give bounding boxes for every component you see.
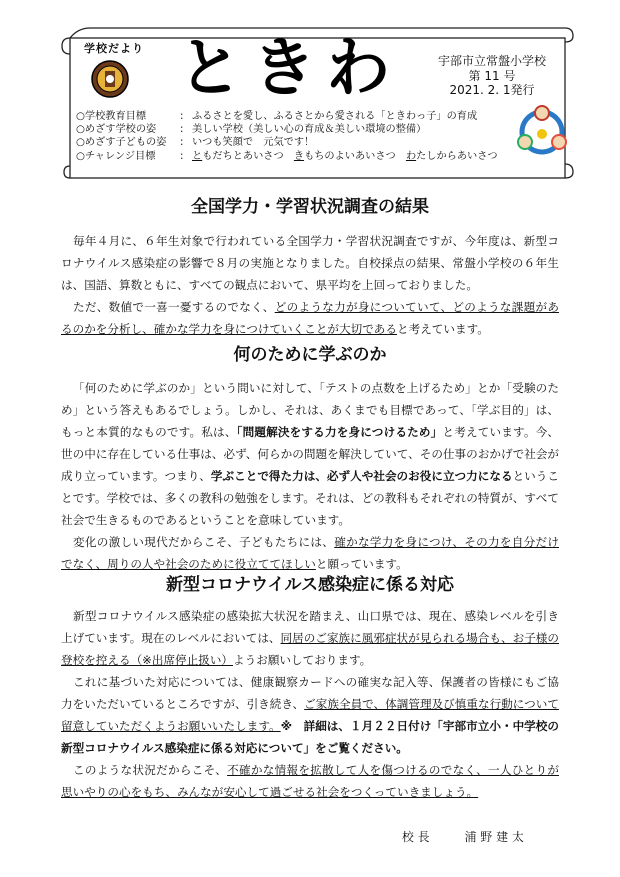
emblem-icon <box>90 58 130 100</box>
challenge-text: もちのよいあいさつ <box>304 150 406 162</box>
bold-text: 学ぶことで得た力は、必ず人や社会のお役に立つ力になる <box>210 469 513 483</box>
underlined-text: ご家族全員で、体調管理及び慎重な行動について留意していただくようお願いいたします。 <box>61 697 559 733</box>
section-title-covid-response: 新型コロナウイルス感染症に係る対応 <box>166 575 454 595</box>
paragraph <box>61 377 559 531</box>
text-run: このような状況だからこそ、 <box>73 763 228 777</box>
goal-row-education <box>76 110 498 123</box>
paragraph <box>61 759 559 803</box>
school-goals <box>76 110 498 163</box>
challenge-text: もだちとあいさつ <box>202 150 294 162</box>
section-title-why-learn: 何のために学ぶのか <box>233 345 387 365</box>
signature-name: 浦野建太 <box>464 830 528 844</box>
text-run: 新型コロナウイルス感染症の感染拡大状況を踏まえ、山口県では、現在、感染レベルを引き上げています。現在のレベルにおいては、 <box>61 609 559 645</box>
text-run: ようお願いしております。 <box>233 653 372 667</box>
text-run: これに基づいた対応については、健康観察カードへの確実な記入等、保護者の皆様にもご協力をいただいているところですが、引き続き、 <box>61 675 559 711</box>
section-academic-results <box>61 230 559 340</box>
school-info <box>430 54 554 98</box>
paragraph <box>61 296 559 340</box>
text-run: と考えています。今、世の中に存在している仕事は、必ず、何らかの問題を解決していて、その仕事のおかげで社会が成り立っています。つまり、 <box>61 425 560 483</box>
goal-separator: : <box>180 124 184 136</box>
mascot-illustration <box>514 104 570 160</box>
newsletter-title: ときわ <box>178 32 400 106</box>
bold-text: ※ 詳細は、１月２２日付け「宇部市立小・中学校の新型コロナウイルス感染症に係る対応について」をご覧ください。 <box>61 719 560 755</box>
bold-text: 「問題解決をする力を身につけるため」 <box>236 425 443 439</box>
paragraph <box>61 531 559 575</box>
text-run: と考えています。 <box>397 322 489 336</box>
goal-row-children <box>76 136 498 149</box>
text-run: と願っています。 <box>315 557 408 571</box>
goal-label: ○チャレンジ目標 <box>76 150 156 162</box>
challenge-text: たしからあいさつ <box>416 150 498 162</box>
school-emblem <box>90 58 130 100</box>
paragraph <box>61 671 559 759</box>
paragraph <box>61 605 559 671</box>
goal-label: ○めざす学校の姿 <box>76 124 157 136</box>
underlined-text: 不確かな情報を拡散して人を傷つけるのでなく、一人ひとりが思いやりの心をもち、みんなが安心して過ごせる社会をつくっていきましょう。 <box>61 763 559 799</box>
text-run: 変化の激しい現代だからこそ、子どもたちには、 <box>73 535 335 549</box>
section-title-academic-results: 全国学力・学習状況調査の結果 <box>191 197 429 217</box>
goal-label: ○学校教育目標 <box>76 111 147 122</box>
signature-role: 校長 <box>402 830 434 844</box>
goal-row-challenge <box>76 150 498 163</box>
text-run: 「何のために学ぶのか」という問いに対して、「テストの点数を上げるため」とか「受験のため」という答えもあるでしょう。しかし、それは、あくまでも目標であって、「学ぶ目的」は、もっと本質的なものです。私は、 <box>61 381 559 439</box>
challenge-initial: と <box>192 150 203 162</box>
issue-number: 第 11 号 <box>468 68 516 83</box>
section-covid-response <box>61 605 559 803</box>
underlined-text: どのような力が身についていて、どのような課題があるのかを分析し、確かな学力を身につけていくことが大切である <box>61 300 559 336</box>
goal-separator: : <box>180 111 184 122</box>
paragraph <box>61 230 559 296</box>
principal-signature <box>402 828 528 845</box>
text-run: ということです。学校では、多くの教科の勉強をします。それは、どの教科もそれぞれの特質が、すべて社会で生きるものであるということを意味しています。 <box>61 469 559 527</box>
school-name: 宇部市立常盤小学校 <box>437 54 546 68</box>
goal-label: ○めざす子どもの姿 <box>76 137 167 149</box>
newsletter-label: 学校だより <box>84 42 144 55</box>
challenge-initial: き <box>293 150 305 162</box>
challenge-initial: わ <box>405 150 417 162</box>
underlined-text: 確かな学力を身につけ、その力を自分だけでなく、周りの人や社会のために役立ててほしい <box>61 535 559 571</box>
goal-text: ふるさとを愛し、ふるさとから愛される「ときわっ子」の育成 <box>192 111 478 122</box>
section-why-learn <box>61 377 559 575</box>
goal-text: 美しい学校（美しい心の育成＆美しい環境の整備） <box>192 124 427 136</box>
goal-row-school <box>76 123 498 136</box>
text-run: 毎年４月に、６年生対象で行われている全国学力・学習状況調査ですが、今年度は、新型コロナウイルス感染症の影響で８月の実施となりました。自校採点の結果、常盤小学校の６年生は、国語、算数ともに、すべての観点において、県平均を上回っておりました。 <box>61 234 559 292</box>
goal-separator: : <box>180 150 184 162</box>
goal-text: いつも笑顔で 元気です！ <box>192 137 315 149</box>
text-run: ただ、数値で一喜一憂するのでなく、 <box>73 300 275 314</box>
mascot-icon <box>514 104 570 160</box>
issue-date: 2021. 2. 1発行 <box>449 83 535 97</box>
goal-separator: : <box>180 137 184 149</box>
underlined-text: 同居のご家族に風邪症状が見られる場合も、お子様の登校を控える（※出席停止扱い） <box>61 631 559 667</box>
